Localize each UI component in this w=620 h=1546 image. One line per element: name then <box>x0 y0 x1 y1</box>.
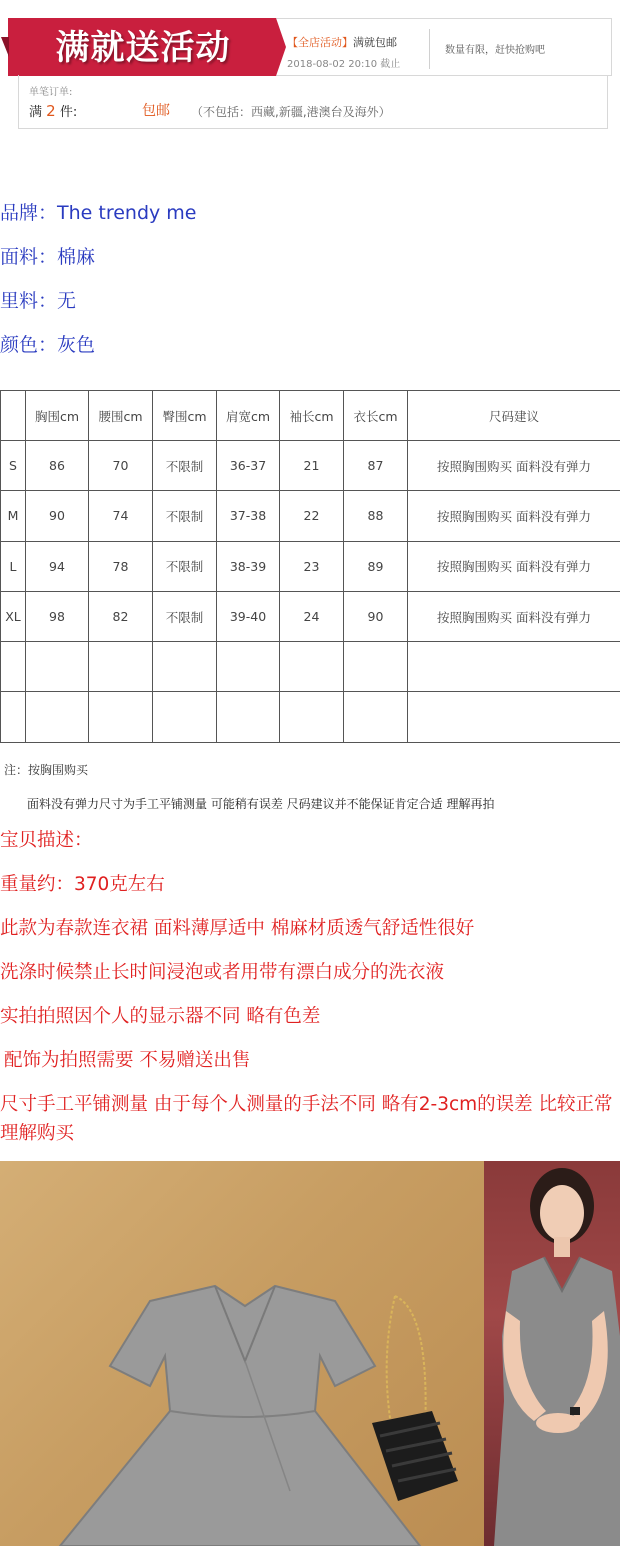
table-cell: 78 <box>89 541 153 591</box>
measurement-note: 面料没有弹力尺寸为手工平铺测量 可能稍有误差 尺码建议并不能保证肯定合适 理解再拍 <box>27 797 495 811</box>
table-cell: 按照胸围购买 面料没有弹力 <box>408 491 620 541</box>
table-cell: 87 <box>344 441 408 491</box>
condition-line <box>29 101 77 120</box>
empty-cell <box>153 692 217 742</box>
condition-count: 2 <box>46 102 56 120</box>
table-cell: 70 <box>89 441 153 491</box>
promo-banner <box>8 18 612 76</box>
table-cell: 21 <box>280 441 344 491</box>
model-illustration <box>484 1161 620 1546</box>
exclusion-note: （不包括：西藏,新疆,港澳台及海外） <box>191 105 391 119</box>
table-cell: 98 <box>26 591 89 641</box>
table-cell: 82 <box>89 591 153 641</box>
table-row <box>1 441 620 491</box>
promo-name: 满就包邮 <box>353 36 397 49</box>
free-shipping-label: 包邮 <box>142 103 170 119</box>
product-lining: 里料：无 <box>0 290 77 312</box>
empty-table-row <box>1 642 620 692</box>
empty-cell <box>344 692 408 742</box>
empty-cell <box>89 642 153 692</box>
product-brand: 品牌：The trendy me <box>0 202 197 224</box>
table-cell: 37-38 <box>217 491 280 541</box>
description-line: 配饰为拍照需要 不易赠送出售 <box>4 1050 251 1071</box>
description-line: 洗涤时候禁止长时间浸泡或者用带有漂白成分的洗衣液 <box>0 962 445 983</box>
dress-flatlay-photo <box>0 1161 484 1546</box>
table-cell: 36-37 <box>217 441 280 491</box>
table-cell: 94 <box>26 541 89 591</box>
empty-cell <box>408 642 620 692</box>
table-cell: 不限制 <box>153 491 217 541</box>
description-line: 尺寸手工平铺测量 由于每个人测量的手法不同 略有2-3cm的误差 比较正常 理解购买 <box>0 1094 613 1144</box>
empty-cell <box>153 642 217 692</box>
table-cell: 24 <box>280 591 344 641</box>
header-cell: 臀围cm <box>153 391 217 441</box>
header-cell <box>1 391 26 441</box>
table-cell: 88 <box>344 491 408 541</box>
empty-cell <box>280 642 344 692</box>
promo-title: 满就送活动 <box>55 28 231 68</box>
table-cell: L <box>1 541 26 591</box>
condition-prefix: 满 <box>29 105 43 120</box>
empty-cell <box>26 692 89 742</box>
table-cell: XL <box>1 591 26 641</box>
empty-cell <box>1 692 26 742</box>
header-cell: 胸围cm <box>26 391 89 441</box>
table-cell: 23 <box>280 541 344 591</box>
table-cell: 90 <box>344 591 408 641</box>
header-cell: 腰围cm <box>89 391 153 441</box>
size-table <box>0 390 620 743</box>
empty-table-row <box>1 692 620 742</box>
table-cell: 86 <box>26 441 89 491</box>
description-heading: 宝贝描述： <box>0 830 93 851</box>
condition-unit: 件: <box>59 105 78 120</box>
table-cell: 不限制 <box>153 591 217 641</box>
table-cell: 按照胸围购买 面料没有弹力 <box>408 591 620 641</box>
table-cell: 38-39 <box>217 541 280 591</box>
description-line: 重量约：370克左右 <box>0 874 165 895</box>
product-color: 颜色：灰色 <box>0 334 96 356</box>
empty-cell <box>217 642 280 692</box>
description-line: 实拍拍照因个人的显示器不同 略有色差 <box>0 1006 321 1027</box>
table-cell: M <box>1 491 26 541</box>
dress-illustration <box>0 1161 484 1546</box>
table-cell: 74 <box>89 491 153 541</box>
header-cell: 肩宽cm <box>217 391 280 441</box>
empty-cell <box>408 692 620 742</box>
table-cell: 90 <box>26 491 89 541</box>
table-cell: 22 <box>280 491 344 541</box>
table-cell: S <box>1 441 26 491</box>
header-cell: 衣长cm <box>344 391 408 441</box>
model-photo <box>484 1161 620 1546</box>
empty-cell <box>280 692 344 742</box>
order-label: 单笔订单: <box>29 87 73 98</box>
table-cell: 按照胸围购买 面料没有弹力 <box>408 441 620 491</box>
header-cell: 袖长cm <box>280 391 344 441</box>
empty-cell <box>217 692 280 742</box>
table-cell: 不限制 <box>153 441 217 491</box>
table-cell: 89 <box>344 541 408 591</box>
promo-info <box>287 31 427 70</box>
promo-deadline: 2018-08-02 20:10 截止 <box>287 59 401 70</box>
description-line: 此款为春款连衣裙 面料薄厚适中 棉麻材质透气舒适性很好 <box>0 918 475 939</box>
table-row <box>1 491 620 541</box>
empty-cell <box>1 642 26 692</box>
empty-cell <box>26 642 89 692</box>
promo-ribbon-fold <box>1 37 9 57</box>
promo-conditions <box>18 75 608 129</box>
header-cell: 尺码建议 <box>408 391 620 441</box>
table-cell: 按照胸围购买 面料没有弹力 <box>408 541 620 591</box>
table-cell: 39-40 <box>217 591 280 641</box>
table-cell: 不限制 <box>153 541 217 591</box>
size-note: 注：按胸围购买 <box>4 763 89 777</box>
size-table-header <box>1 391 620 441</box>
empty-cell <box>344 642 408 692</box>
table-row <box>1 541 620 591</box>
table-row <box>1 591 620 641</box>
promo-divider <box>429 29 430 69</box>
product-fabric: 面料：棉麻 <box>0 246 96 268</box>
empty-cell <box>89 692 153 742</box>
promo-note: 数量有限，赶快抢购吧 <box>445 45 545 56</box>
promo-tag: 【全店活动】 <box>287 36 353 49</box>
